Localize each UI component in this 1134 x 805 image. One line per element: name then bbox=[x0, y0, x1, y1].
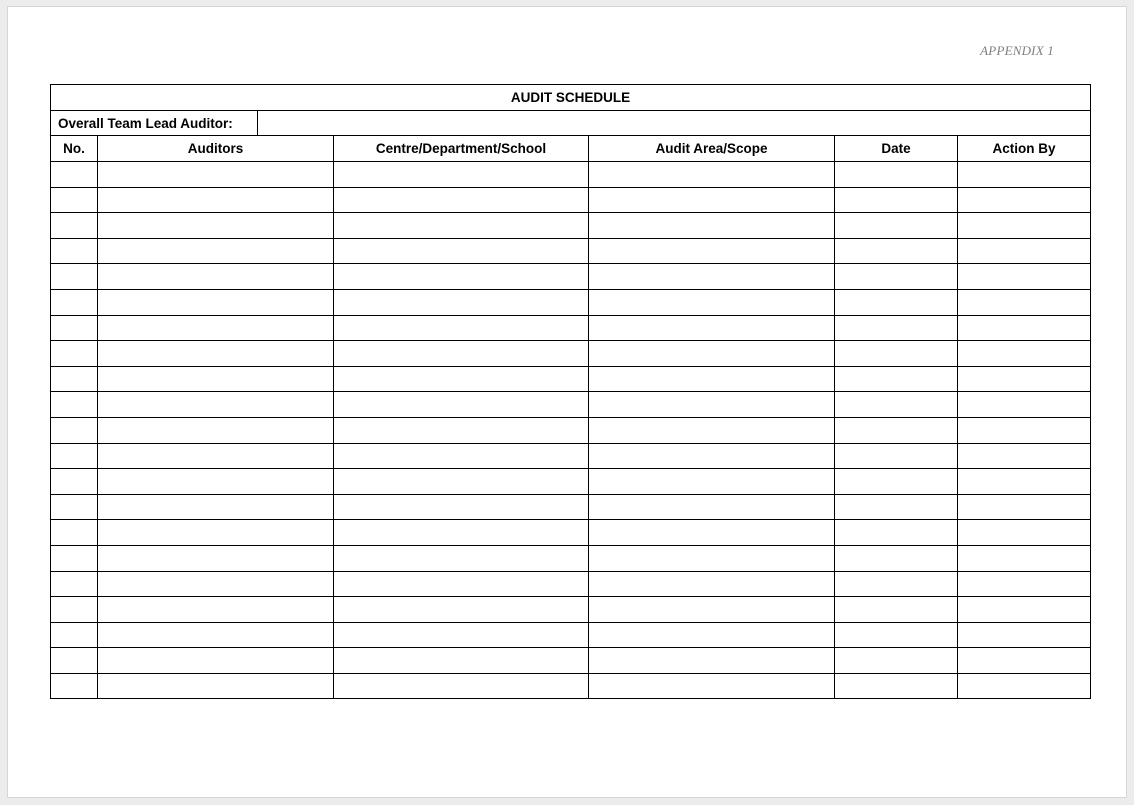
cell-centre[interactable] bbox=[334, 571, 589, 597]
cell-centre[interactable] bbox=[334, 187, 589, 213]
cell-auditors[interactable] bbox=[98, 545, 334, 571]
cell-date[interactable] bbox=[835, 520, 958, 546]
column-header-centre: Centre/Department/School bbox=[334, 136, 589, 162]
cell-no[interactable] bbox=[51, 673, 98, 699]
cell-centre[interactable] bbox=[334, 264, 589, 290]
cell-audit-area[interactable] bbox=[589, 622, 835, 648]
cell-centre[interactable] bbox=[334, 673, 589, 699]
cell-centre[interactable] bbox=[334, 341, 589, 367]
column-header-audit-area: Audit Area/Scope bbox=[589, 136, 835, 162]
cell-audit-area[interactable] bbox=[589, 238, 835, 264]
cell-date[interactable] bbox=[835, 443, 958, 469]
cell-action-by[interactable] bbox=[958, 366, 1091, 392]
table-row bbox=[51, 264, 1091, 290]
cell-date[interactable] bbox=[835, 238, 958, 264]
cell-action-by[interactable] bbox=[958, 597, 1091, 623]
cell-date[interactable] bbox=[835, 315, 958, 341]
cell-no[interactable] bbox=[51, 469, 98, 495]
cell-audit-area[interactable] bbox=[589, 315, 835, 341]
cell-auditors[interactable] bbox=[98, 213, 334, 239]
cell-date[interactable] bbox=[835, 264, 958, 290]
cell-no[interactable] bbox=[51, 392, 98, 418]
table-row bbox=[51, 341, 1091, 367]
cell-date[interactable] bbox=[835, 622, 958, 648]
cell-no[interactable] bbox=[51, 366, 98, 392]
column-header-no: No. bbox=[51, 136, 98, 162]
cell-audit-area[interactable] bbox=[589, 673, 835, 699]
cell-audit-area[interactable] bbox=[589, 648, 835, 674]
cell-auditors[interactable] bbox=[98, 315, 334, 341]
cell-audit-area[interactable] bbox=[589, 289, 835, 315]
cell-centre[interactable] bbox=[334, 213, 589, 239]
cell-no[interactable] bbox=[51, 520, 98, 546]
cell-audit-area[interactable] bbox=[589, 597, 835, 623]
cell-auditors[interactable] bbox=[98, 162, 334, 188]
cell-no[interactable] bbox=[51, 545, 98, 571]
cell-date[interactable] bbox=[835, 341, 958, 367]
cell-centre[interactable] bbox=[334, 443, 589, 469]
table-row bbox=[51, 213, 1091, 239]
table-row bbox=[51, 366, 1091, 392]
cell-date[interactable] bbox=[835, 545, 958, 571]
cell-centre[interactable] bbox=[334, 238, 589, 264]
table-row bbox=[51, 238, 1091, 264]
cell-auditors[interactable] bbox=[98, 469, 334, 495]
audit-schedule-table bbox=[50, 84, 1091, 699]
cell-centre[interactable] bbox=[334, 648, 589, 674]
cell-action-by[interactable] bbox=[958, 673, 1091, 699]
cell-date[interactable] bbox=[835, 213, 958, 239]
cell-audit-area[interactable] bbox=[589, 366, 835, 392]
cell-auditors[interactable] bbox=[98, 187, 334, 213]
cell-action-by[interactable] bbox=[958, 571, 1091, 597]
cell-auditors[interactable] bbox=[98, 366, 334, 392]
cell-centre[interactable] bbox=[334, 366, 589, 392]
column-header-row bbox=[51, 136, 1091, 162]
table-row bbox=[51, 494, 1091, 520]
cell-audit-area[interactable] bbox=[589, 264, 835, 290]
cell-audit-area[interactable] bbox=[589, 392, 835, 418]
table-row bbox=[51, 187, 1091, 213]
cell-no[interactable] bbox=[51, 597, 98, 623]
cell-no[interactable] bbox=[51, 571, 98, 597]
cell-action-by[interactable] bbox=[958, 443, 1091, 469]
table-row bbox=[51, 443, 1091, 469]
cell-action-by[interactable] bbox=[958, 392, 1091, 418]
cell-no[interactable] bbox=[51, 162, 98, 188]
cell-action-by[interactable] bbox=[958, 545, 1091, 571]
cell-centre[interactable] bbox=[334, 162, 589, 188]
cell-auditors[interactable] bbox=[98, 417, 334, 443]
cell-centre[interactable] bbox=[334, 597, 589, 623]
table-row bbox=[51, 469, 1091, 495]
cell-date[interactable] bbox=[835, 571, 958, 597]
cell-no[interactable] bbox=[51, 417, 98, 443]
cell-audit-area[interactable] bbox=[589, 443, 835, 469]
cell-date[interactable] bbox=[835, 392, 958, 418]
cell-audit-area[interactable] bbox=[589, 545, 835, 571]
cell-date[interactable] bbox=[835, 469, 958, 495]
cell-audit-area[interactable] bbox=[589, 494, 835, 520]
cell-auditors[interactable] bbox=[98, 341, 334, 367]
cell-centre[interactable] bbox=[334, 545, 589, 571]
cell-action-by[interactable] bbox=[958, 289, 1091, 315]
table-row bbox=[51, 392, 1091, 418]
cell-auditors[interactable] bbox=[98, 520, 334, 546]
table-row bbox=[51, 571, 1091, 597]
cell-action-by[interactable] bbox=[958, 520, 1091, 546]
cell-no[interactable] bbox=[51, 187, 98, 213]
cell-action-by[interactable] bbox=[958, 238, 1091, 264]
cell-centre[interactable] bbox=[334, 622, 589, 648]
cell-audit-area[interactable] bbox=[589, 341, 835, 367]
cell-auditors[interactable] bbox=[98, 392, 334, 418]
cell-date[interactable] bbox=[835, 648, 958, 674]
cell-no[interactable] bbox=[51, 622, 98, 648]
cell-auditors[interactable] bbox=[98, 622, 334, 648]
cell-action-by[interactable] bbox=[958, 264, 1091, 290]
cell-audit-area[interactable] bbox=[589, 213, 835, 239]
cell-auditors[interactable] bbox=[98, 289, 334, 315]
lead-auditor-row bbox=[51, 111, 1091, 136]
cell-audit-area[interactable] bbox=[589, 571, 835, 597]
table-row bbox=[51, 648, 1091, 674]
cell-no[interactable] bbox=[51, 648, 98, 674]
cell-audit-area[interactable] bbox=[589, 417, 835, 443]
cell-date[interactable] bbox=[835, 673, 958, 699]
cell-action-by[interactable] bbox=[958, 341, 1091, 367]
cell-centre[interactable] bbox=[334, 417, 589, 443]
lead-auditor-field[interactable] bbox=[258, 111, 1091, 136]
cell-action-by[interactable] bbox=[958, 417, 1091, 443]
cell-auditors[interactable] bbox=[98, 238, 334, 264]
cell-action-by[interactable] bbox=[958, 494, 1091, 520]
cell-action-by[interactable] bbox=[958, 213, 1091, 239]
cell-auditors[interactable] bbox=[98, 443, 334, 469]
table-row bbox=[51, 162, 1091, 188]
table-row bbox=[51, 597, 1091, 623]
cell-action-by[interactable] bbox=[958, 162, 1091, 188]
cell-audit-area[interactable] bbox=[589, 520, 835, 546]
document-page bbox=[7, 6, 1127, 798]
table-row bbox=[51, 622, 1091, 648]
table-row bbox=[51, 417, 1091, 443]
table-title-row bbox=[51, 85, 1091, 111]
table-title: AUDIT SCHEDULE bbox=[51, 85, 1091, 111]
cell-date[interactable] bbox=[835, 417, 958, 443]
column-header-auditors: Auditors bbox=[98, 136, 334, 162]
cell-action-by[interactable] bbox=[958, 187, 1091, 213]
cell-no[interactable] bbox=[51, 238, 98, 264]
cell-no[interactable] bbox=[51, 289, 98, 315]
cell-auditors[interactable] bbox=[98, 597, 334, 623]
table-row bbox=[51, 289, 1091, 315]
cell-action-by[interactable] bbox=[958, 315, 1091, 341]
table-row bbox=[51, 315, 1091, 341]
lead-auditor-label: Overall Team Lead Auditor: bbox=[51, 111, 258, 136]
cell-auditors[interactable] bbox=[98, 264, 334, 290]
table-row bbox=[51, 673, 1091, 699]
cell-centre[interactable] bbox=[334, 469, 589, 495]
cell-date[interactable] bbox=[835, 494, 958, 520]
cell-date[interactable] bbox=[835, 366, 958, 392]
cell-date[interactable] bbox=[835, 162, 958, 188]
cell-date[interactable] bbox=[835, 187, 958, 213]
table-row bbox=[51, 545, 1091, 571]
cell-auditors[interactable] bbox=[98, 494, 334, 520]
cell-audit-area[interactable] bbox=[589, 162, 835, 188]
cell-no[interactable] bbox=[51, 264, 98, 290]
cell-date[interactable] bbox=[835, 289, 958, 315]
table-row bbox=[51, 520, 1091, 546]
cell-centre[interactable] bbox=[334, 392, 589, 418]
column-header-date: Date bbox=[835, 136, 958, 162]
cell-action-by[interactable] bbox=[958, 469, 1091, 495]
cell-action-by[interactable] bbox=[958, 648, 1091, 674]
appendix-label: APPENDIX 1 bbox=[980, 43, 1054, 58]
cell-audit-area[interactable] bbox=[589, 187, 835, 213]
column-header-action-by: Action By bbox=[958, 136, 1091, 162]
cell-no[interactable] bbox=[51, 443, 98, 469]
cell-no[interactable] bbox=[51, 213, 98, 239]
cell-date[interactable] bbox=[835, 597, 958, 623]
cell-auditors[interactable] bbox=[98, 673, 334, 699]
cell-no[interactable] bbox=[51, 315, 98, 341]
cell-centre[interactable] bbox=[334, 494, 589, 520]
cell-auditors[interactable] bbox=[98, 648, 334, 674]
cell-no[interactable] bbox=[51, 494, 98, 520]
cell-action-by[interactable] bbox=[958, 622, 1091, 648]
cell-centre[interactable] bbox=[334, 315, 589, 341]
cell-centre[interactable] bbox=[334, 520, 589, 546]
cell-no[interactable] bbox=[51, 341, 98, 367]
cell-auditors[interactable] bbox=[98, 571, 334, 597]
cell-audit-area[interactable] bbox=[589, 469, 835, 495]
cell-centre[interactable] bbox=[334, 289, 589, 315]
